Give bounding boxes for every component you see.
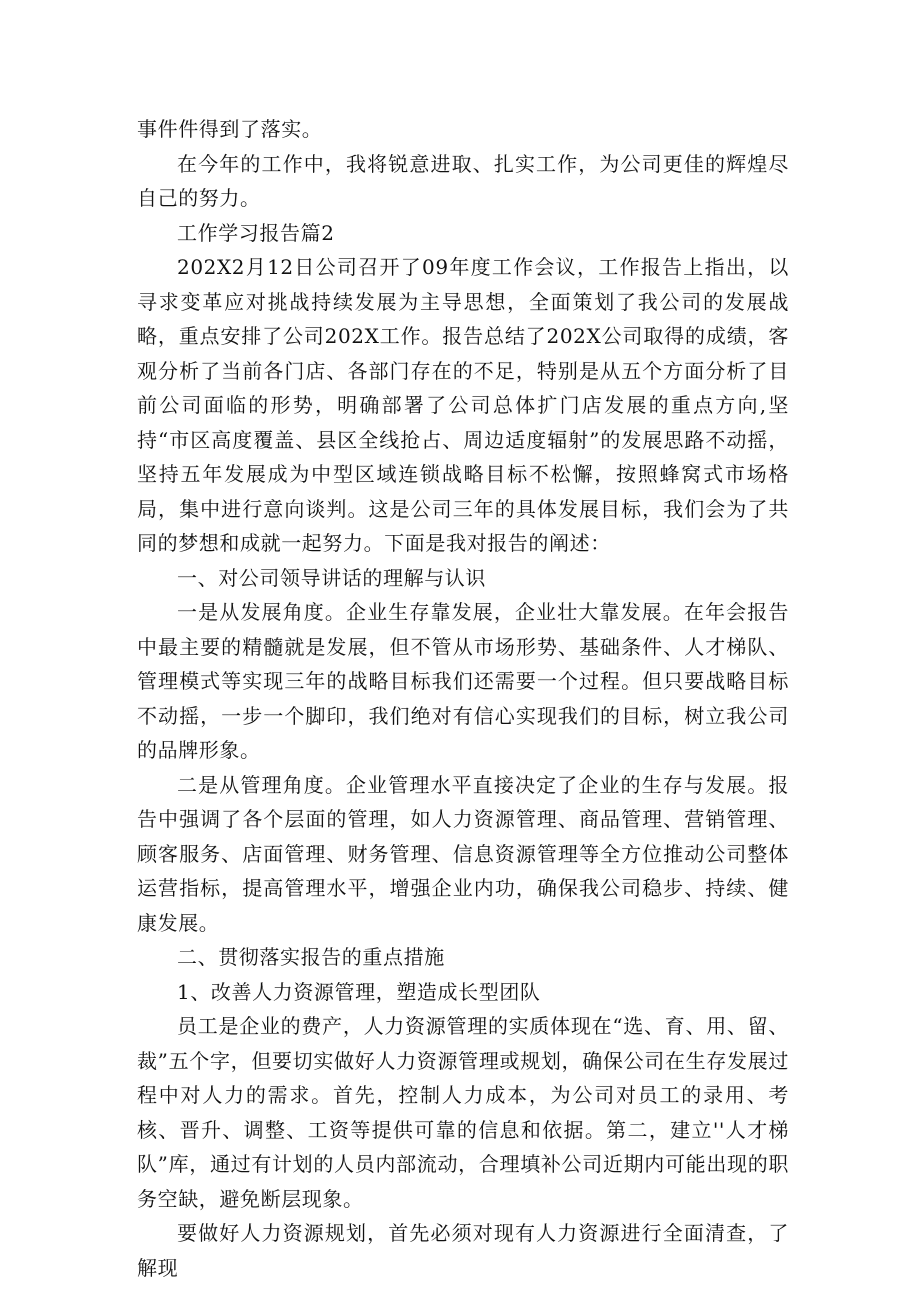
- paragraph-closing-statement: 在今年的工作中，我将锐意进取、扎实工作，为公司更佳的辉煌尽自己的努力。: [137, 151, 789, 210]
- section-title: 工作学习报告篇2: [177, 220, 335, 245]
- subheading-hr: 1、改善人力资源管理，塑造成长型团队: [177, 979, 541, 1004]
- heading-understanding: 一、对公司领导讲话的理解与认识: [177, 565, 486, 590]
- paragraph-development: 一是从发展角度。企业生存靠发展，企业壮大靠发展。在年会报告中最主要的精髓就是发展，但不管从市场形势、基础条件、人才梯队、管理模式等实现三年的战略目标我们还需要一个过程。但只要战略目标不动摇，一步一个脚印，我们绝对有信心实现我们的目标，树立我公司的品牌形象。: [137, 600, 789, 762]
- heading-key-measures: 二、贯彻落实报告的重点措施: [177, 945, 445, 969]
- document-body: [137, 112, 789, 1285]
- paragraph-hr-management: 员工是企业的费产，人力资源管理的实质体现在“选、育、用、留、裁”五个字，但要切实做好人力资源管理或规划，确保公司在生存发展过程中对人力的需求。首先，控制人力成本，为公司对员工的录用、考核、晋升、调整、工资等提供可靠的信息和依据。第二，建立''人才梯队”库，通过有计划的人员内部流动，合理填补公司近期内可能出现的职务空缺，避免断层现象。: [137, 1014, 789, 1211]
- paragraph-hr-planning: 要做好人力资源规划，首先必须对现有人力资源进行全面清查，了解现: [137, 1221, 789, 1280]
- paragraph-management: 二是从管理角度。企业管理水平直接决定了企业的生存与发展。报告中强调了各个层面的管理，如人力资源管理、商品管理、营销管理、顾客服务、店面管理、财务管理、信息资源管理等全方位推动公司整体运营指标，提高管理水平，增强企业内功，确保我公司稳步、持续、健康发展。: [137, 772, 789, 935]
- paragraph-continuation: 事件件得到了落实。: [137, 117, 323, 141]
- paragraph-meeting-summary: 202X2月12日公司召开了09年度工作会议，工作报告上指出，以寻求变革应对挑战持续发展为主导思想，全面策划了我公司的发展战略，重点安排了公司202X工作。报告总结了202X公司取得的成绩，客观分析了当前各门店、各部门存在的不足，特别是从五个方面分析了目前公司面临的形势，明确部署了公司总体扩门店发展的重点方向,坚持“市区高度覆盖、县区全线抢占、周边适度辐射”的发展思路不动摇，坚持五年发展成为中型区域连锁战略目标不松懈，按照蜂窝式市场格局，集中进行意向谈判。这是公司三年的具体发展目标，我们会为了共同的梦想和成就一起努力。下面是我对报告的阐述：: [137, 255, 789, 555]
